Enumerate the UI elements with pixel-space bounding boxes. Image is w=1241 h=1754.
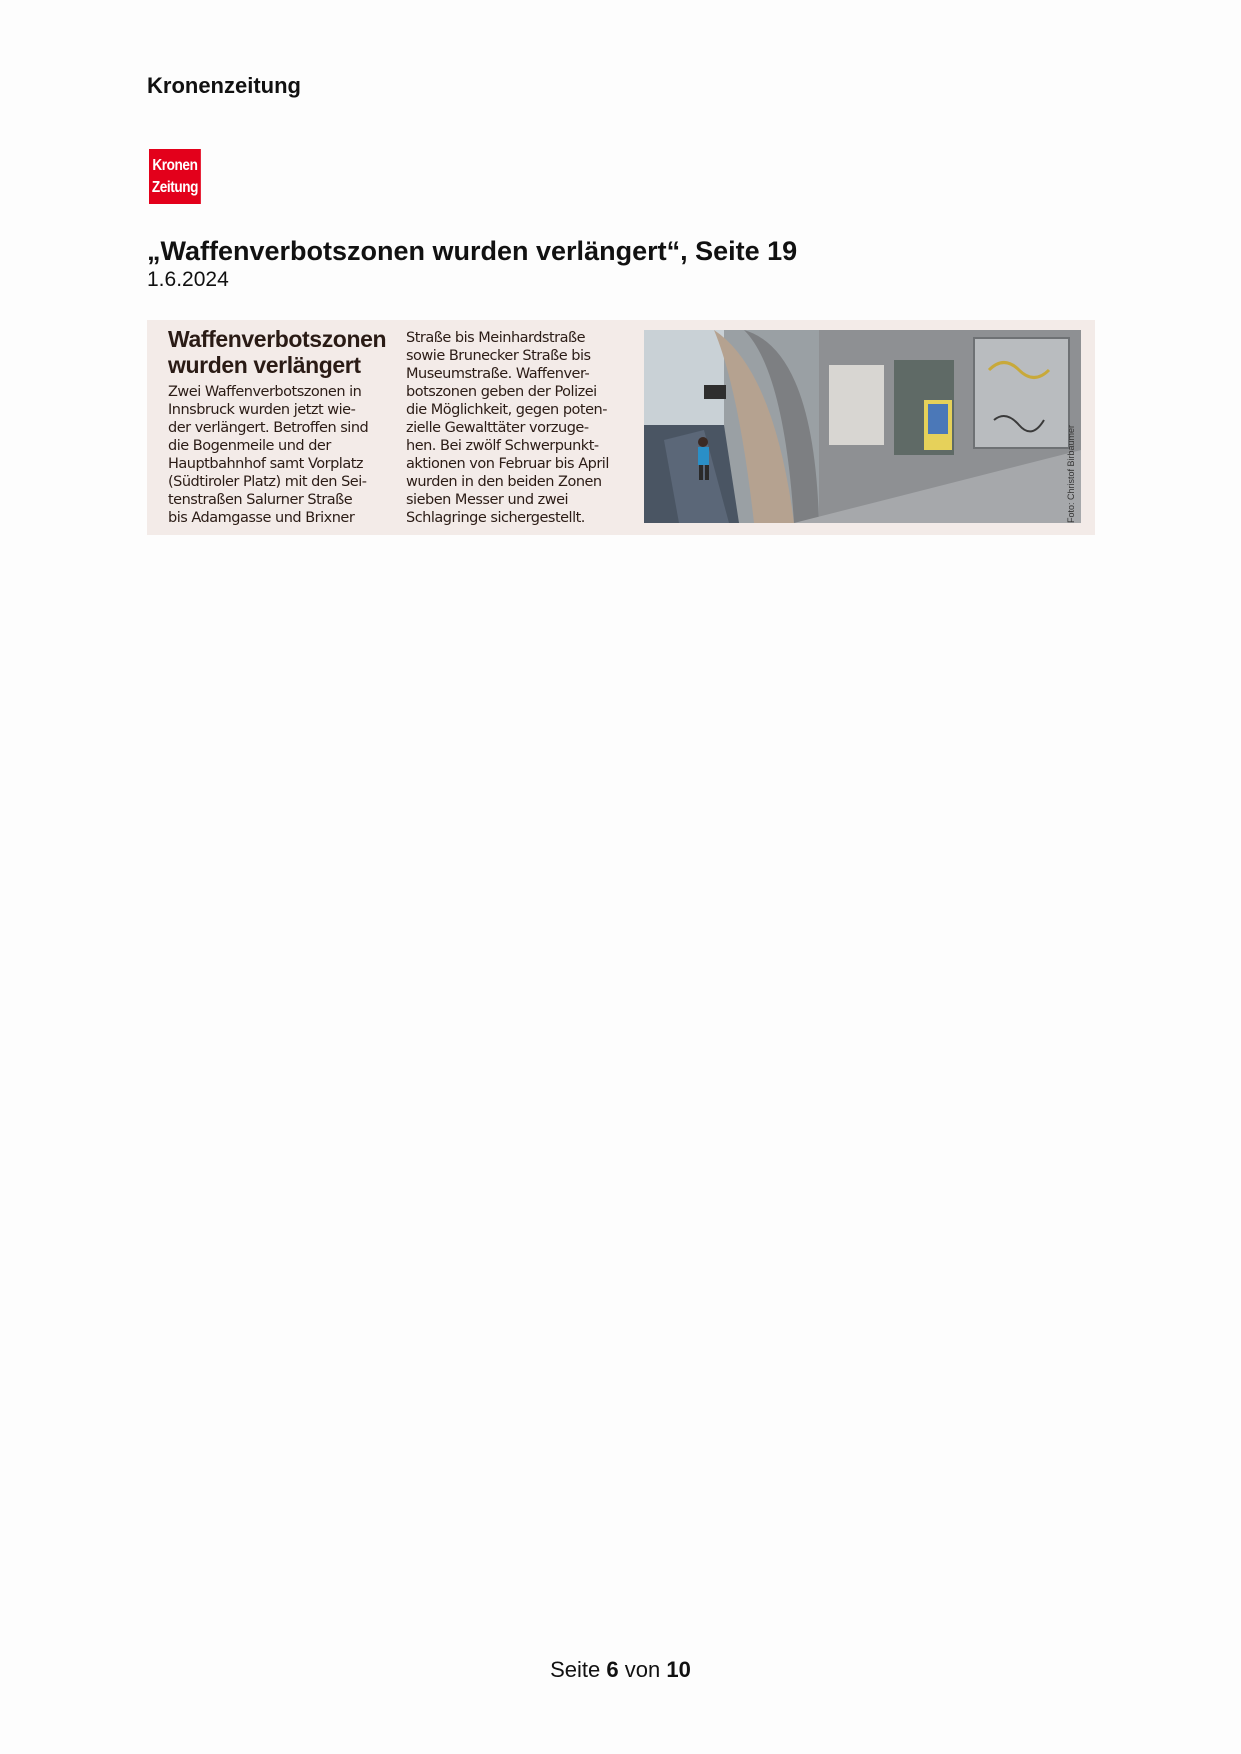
article-date: 1.6.2024 bbox=[147, 268, 229, 291]
clipping-headline-line: wurden verlängert bbox=[168, 352, 361, 378]
text-line: bis Adamgasse und Brixner bbox=[168, 510, 355, 526]
text-line: (Südtiroler Platz) mit den Sei- bbox=[168, 474, 367, 490]
article-title: „Waffenverbotszonen wurden verlängert“, Seite 19 bbox=[147, 236, 798, 266]
text-line: sowie Brunecker Straße bis bbox=[406, 348, 591, 364]
page-footer bbox=[0, 1657, 1241, 1683]
logo-line-1: Kronen bbox=[152, 156, 198, 174]
text-line: Hauptbahnhof samt Vorplatz bbox=[168, 456, 364, 472]
logo-line-2: Zeitung bbox=[151, 178, 198, 196]
text-line: Schlagringe sichergestellt. bbox=[406, 510, 585, 526]
page-label: Seite bbox=[550, 1657, 601, 1682]
page-separator: von bbox=[624, 1657, 661, 1682]
text-line: der verlängert. Betroffen sind bbox=[168, 420, 369, 436]
street-photo-illustration bbox=[644, 330, 1081, 523]
text-line: aktionen von Februar bis April bbox=[406, 456, 609, 472]
street-photo bbox=[644, 330, 1081, 523]
text-line: Museumstraße. Waffenver- bbox=[406, 366, 590, 382]
text-line: die Möglichkeit, gegen poten- bbox=[406, 402, 607, 418]
publication-name: Kronenzeitung bbox=[147, 73, 301, 98]
clipping-column-2 bbox=[406, 329, 609, 527]
text-line: tenstraßen Salurner Straße bbox=[168, 492, 353, 508]
text-line: wurden in den beiden Zonen bbox=[406, 474, 602, 490]
newspaper-clipping bbox=[147, 320, 1095, 535]
text-line: die Bogenmeile und der bbox=[168, 438, 331, 454]
total-pages: 10 bbox=[666, 1657, 691, 1682]
text-line: hen. Bei zwölf Schwerpunkt- bbox=[406, 438, 599, 454]
text-line: Zwei Waffenverbotszonen in bbox=[168, 384, 362, 400]
text-line: Straße bis Meinhardstraße bbox=[406, 330, 586, 346]
text-line: botszonen geben der Polizei bbox=[406, 384, 597, 400]
clipping-column-1 bbox=[168, 383, 368, 527]
text-line: sieben Messer und zwei bbox=[406, 492, 569, 508]
text-line: zielle Gewalttäter vorzuge- bbox=[406, 420, 589, 436]
current-page-number: 6 bbox=[606, 1657, 619, 1682]
clipping-headline-line: Waffenverbotszonen bbox=[168, 326, 387, 352]
kronen-zeitung-logo bbox=[149, 149, 201, 204]
clipping-headline bbox=[168, 326, 398, 378]
photo-credit: Foto: Christof Birbaumer bbox=[1066, 424, 1076, 523]
text-line: Innsbruck wurden jetzt wie- bbox=[168, 402, 356, 418]
